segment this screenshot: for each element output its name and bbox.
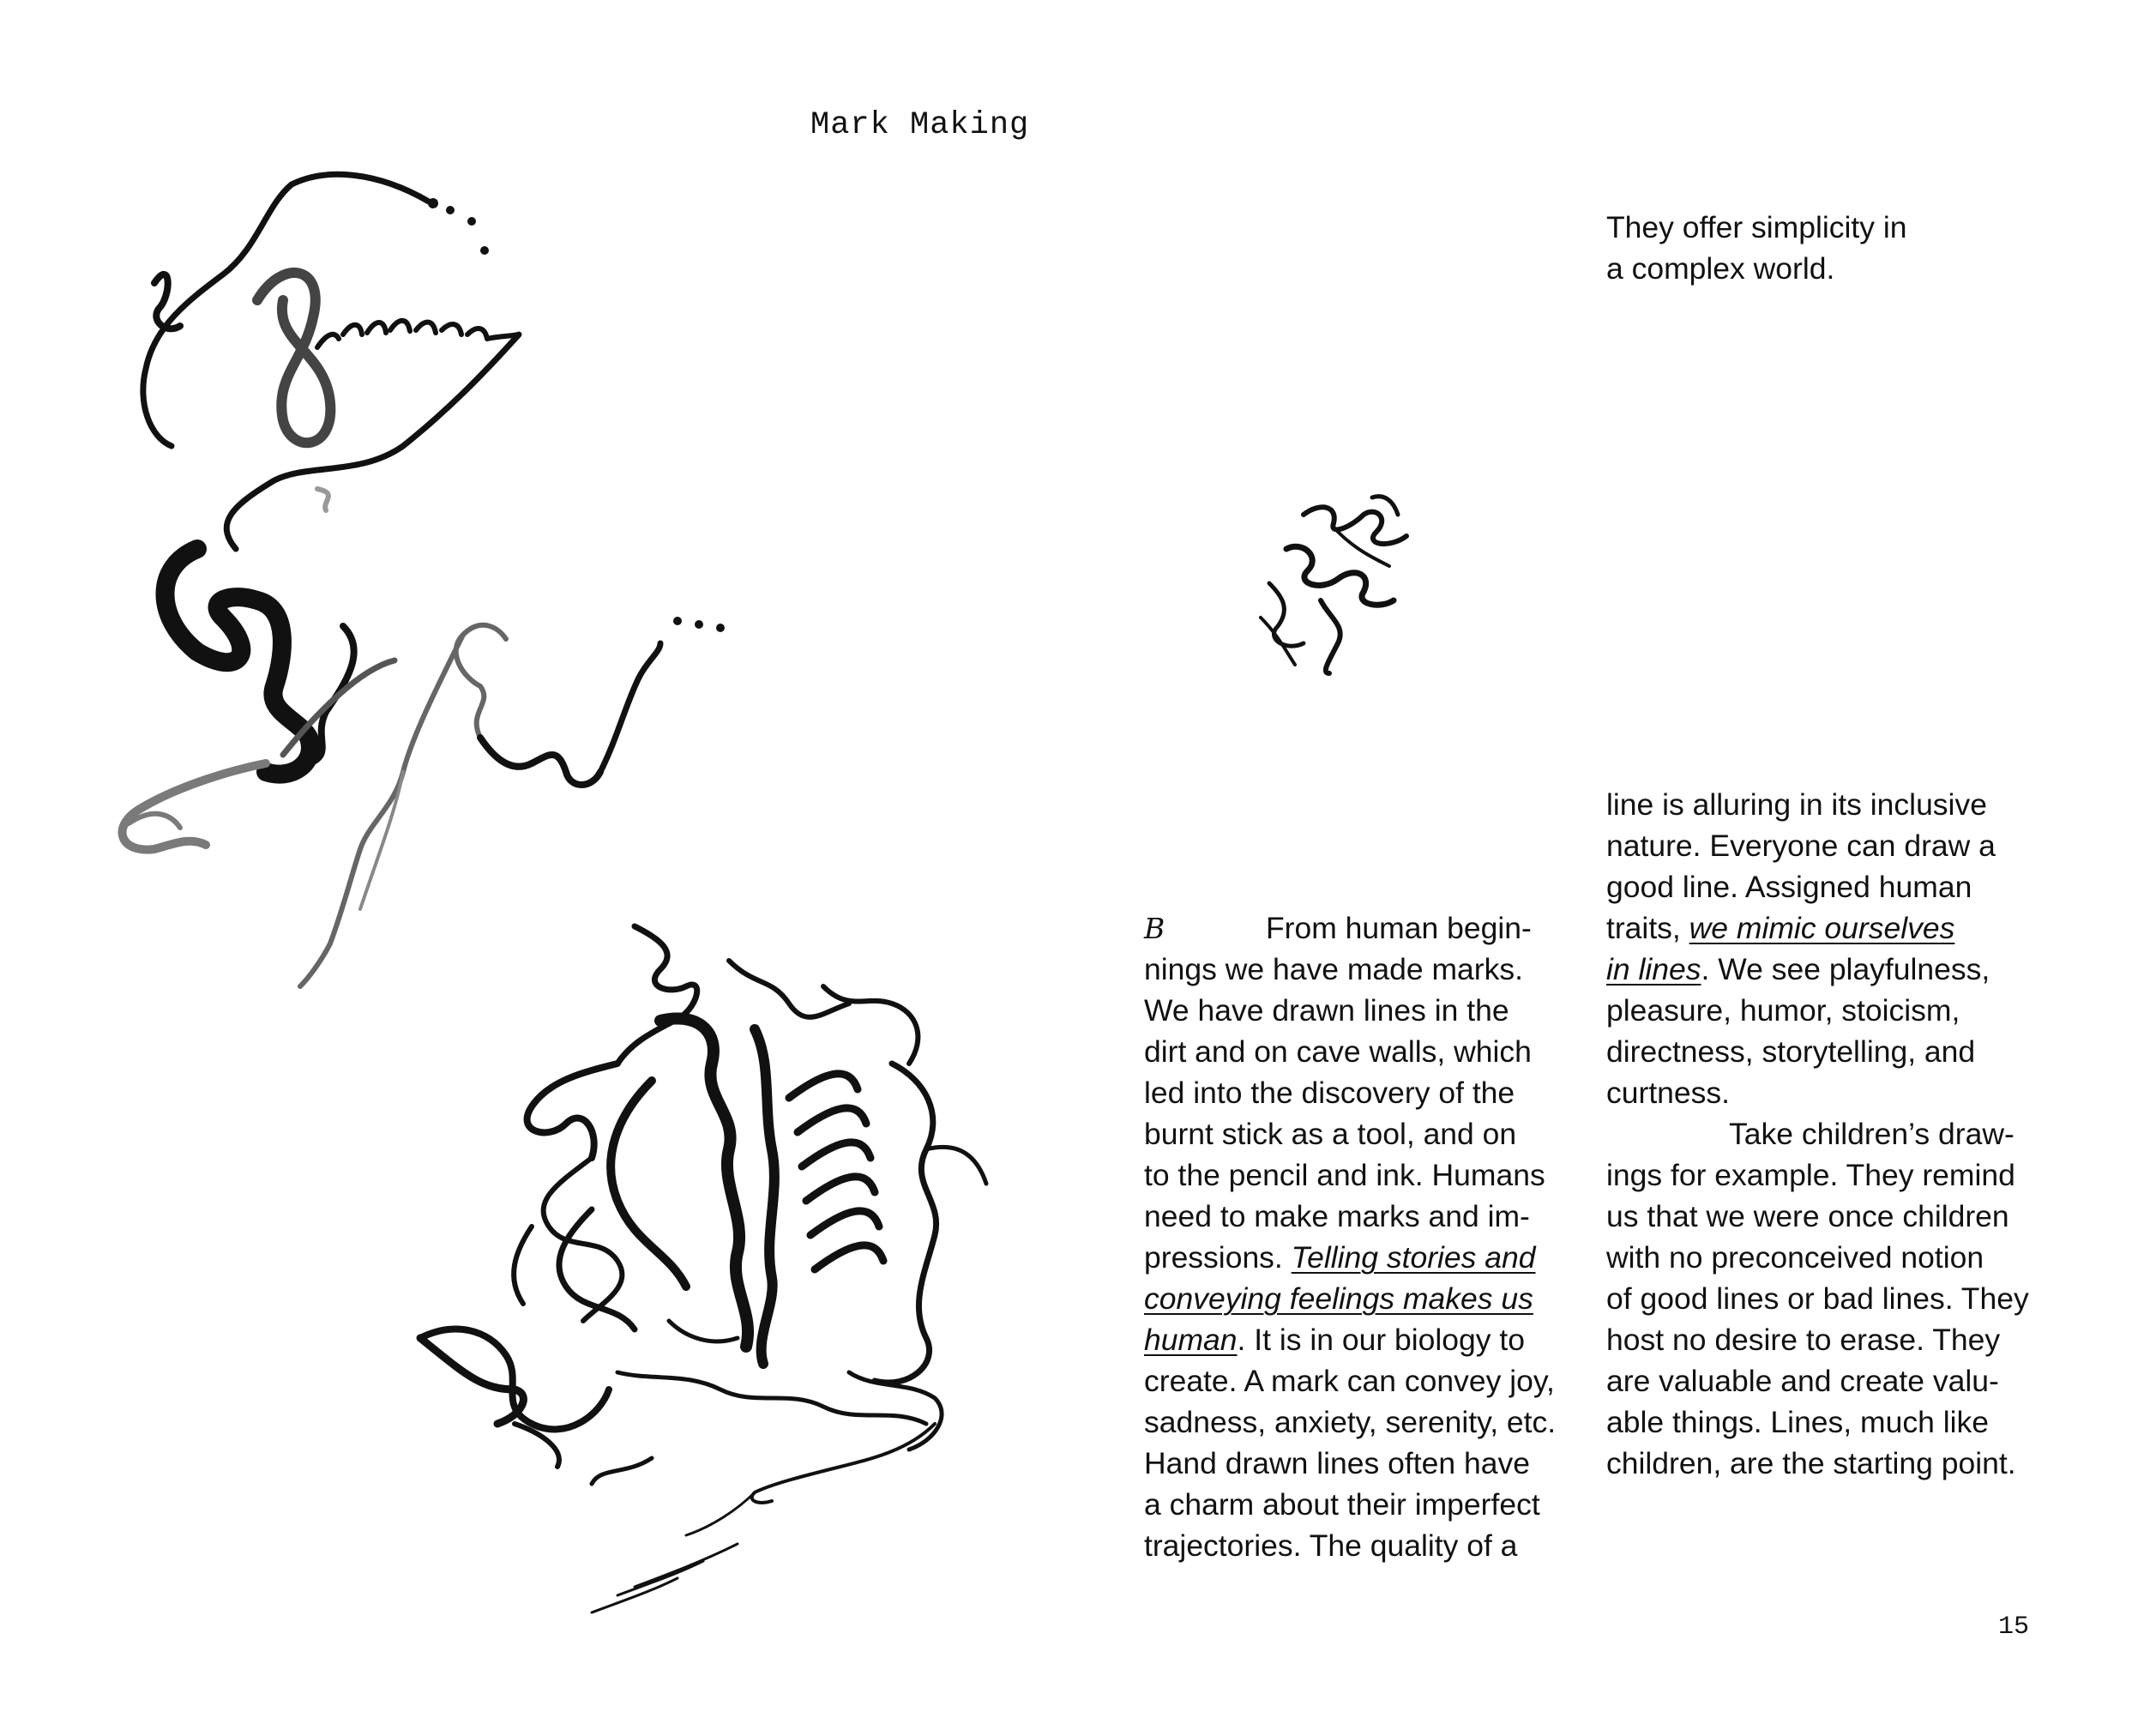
text-line: led into the discovery of the [1144, 1076, 1515, 1110]
text-segment: . We see playfulness, [1701, 952, 1990, 986]
text-line: ings for example. They remind [1606, 1158, 2015, 1192]
text-line: good line. Assigned human [1606, 870, 1972, 904]
text-line: directness, storytelling, and [1606, 1034, 1976, 1069]
text-line: dirt and on cave walls, which [1144, 1034, 1532, 1069]
text-line: of good lines or bad lines. They [1606, 1281, 2029, 1316]
emphasis-link-text: we mimic ourselves [1689, 911, 1955, 945]
body-column-left [1144, 907, 1556, 1566]
emphasis-link-text: conveying feelings makes us [1144, 1281, 1533, 1316]
text-line: are valuable and create valu- [1606, 1364, 1999, 1398]
text-line: pleasure, humor, stoicism, [1606, 993, 1960, 1028]
text-line: able things. Lines, much like [1606, 1405, 1989, 1439]
text-line: They offer simplicity in [1606, 210, 1907, 244]
first-line-text: From human begin- [1266, 911, 1532, 945]
text-line: need to make marks and im- [1144, 1199, 1530, 1233]
text-segment: traits, [1606, 911, 1689, 945]
text-line: a charm about their imperfect [1144, 1487, 1540, 1522]
text-line: a complex world. [1606, 251, 1835, 286]
text-segment: Take children’s draw- [1729, 1117, 2015, 1151]
text-segment: . It is in our biology to [1237, 1323, 1525, 1357]
text-line: nature. Everyone can draw a [1606, 829, 1996, 863]
section-header: Mark Making [810, 107, 1030, 143]
body-column-right [1606, 784, 2029, 1484]
text-line [1606, 1113, 2029, 1154]
ink-scribble-large [420, 926, 986, 1612]
text-line [1144, 1278, 1556, 1319]
text-line [1606, 907, 2029, 949]
text-line: burnt stick as a tool, and on [1144, 1117, 1517, 1151]
emphasis-link-text: in lines [1606, 952, 1701, 986]
emphasis-link-text: human [1144, 1323, 1238, 1357]
text-line: line is alluring in its inclusive [1606, 787, 1987, 822]
text-line: host no desire to erase. They [1606, 1323, 2001, 1357]
text-line: create. A mark can convey joy, [1144, 1364, 1555, 1398]
text-line: nings we have made marks. [1144, 952, 1523, 986]
text-segment: pressions. [1144, 1240, 1292, 1275]
text-line: curtness. [1606, 1076, 1731, 1110]
text-line [1144, 1319, 1556, 1360]
page-number: 15 [1998, 1612, 2030, 1642]
ink-squiggle-drawing [123, 174, 725, 986]
text-line: children, are the starting point. [1606, 1446, 2016, 1480]
text-line: Hand drawn lines often have [1144, 1446, 1530, 1480]
text-line [1144, 1237, 1556, 1278]
text-line: We have drawn lines in the [1144, 993, 1509, 1028]
text-line: to the pencil and ink. Humans [1144, 1158, 1545, 1192]
text-line-first [1144, 907, 1556, 949]
ink-scribble-small [1261, 497, 1406, 673]
text-column-top [1606, 207, 1907, 289]
text-line: trajectories. The quality of a [1144, 1528, 1518, 1563]
text-line: us that we were once children [1606, 1199, 2009, 1233]
drop-cap: B [1144, 912, 1165, 945]
text-line [1606, 949, 2029, 990]
emphasis-link-text: Telling stories and [1291, 1240, 1536, 1275]
text-line: with no preconceived notion [1606, 1240, 1984, 1275]
text-line: sadness, anxiety, serenity, etc. [1144, 1405, 1557, 1439]
